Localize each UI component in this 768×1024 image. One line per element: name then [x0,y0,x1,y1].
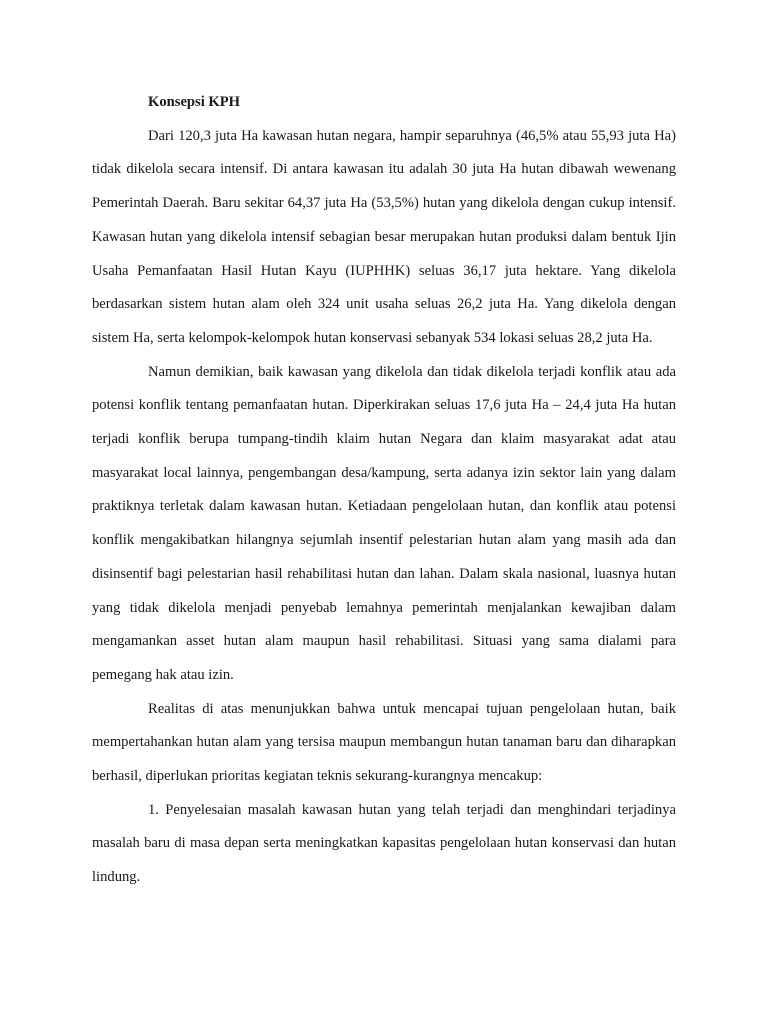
section-heading: Konsepsi KPH [148,94,241,110]
document-body [92,86,676,895]
paragraph-2: Namun demikian, baik kawasan yang dikelola dan tidak dikelola terjadi konflik atau ada potensi konflik tentang pemanfaatan hutan. Diperkirakan seluas 17,6 juta Ha – 24,4 juta Ha hutan terjadi konflik berupa tumpang-tindih klaim hutan Negara dan klaim masyarakat adat atau masyarakat local lainnya, pengembangan desa/kampung, serta adanya izin sektor lain yang dalam praktiknya terletak dalam kawasan hutan. Ketiadaan pengelolaan hutan, dan konflik atau potensi konflik mengakibatkan hilangnya sejumlah insentif pelestarian hutan alam yang masih ada dan disinsentif bagi pelestarian hasil rehabilitasi hutan dan lahan. Dalam skala nasional, luasnya hutan yang tidak dikelola menjadi penyebab lemahnya pemerintah menjalankan kewajiban dalam mengamankan asset hutan alam maupun hasil rehabilitasi. Situasi yang sama dialami para pemegang hak atau izin. [92,363,676,683]
list-item-1: 1. Penyelesaian masalah kawasan hutan yang telah terjadi dan menghindari terjadinya masalah baru di masa depan serta meningkatkan kapasitas pengelolaan hutan konservasi dan hutan lindung. [92,801,676,886]
paragraph-1: Dari 120,3 juta Ha kawasan hutan negara, hampir separuhnya (46,5% atau 55,93 juta Ha) tidak dikelola secara intensif. Di antara kawasan itu adalah 30 juta Ha hutan dibawah wewenang Pemerintah Daerah. Baru sekitar 64,37 juta Ha (53,5%) hutan yang dikelola dengan cukup intensif. Kawasan hutan yang dikelola intensif sebagian besar merupakan hutan produksi dalam bentuk Ijin Usaha Pemanfaatan Hasil Hutan Kayu (IUPHHK) seluas 36,17 juta hektare. Yang dikelola berdasarkan sistem hutan alam oleh 324 unit usaha seluas 26,2 juta Ha. Yang dikelola dengan sistem Ha, serta kelompok-kelompok hutan konservasi sebanyak 534 lokasi seluas 28,2 juta Ha. [92,127,676,346]
paragraph-3: Realitas di atas menunjukkan bahwa untuk mencapai tujuan pengelolaan hutan, baik mempertahankan hutan alam yang tersisa maupun membangun hutan tanaman baru dan diharapkan berhasil, diperlukan prioritas kegiatan teknis sekurang-kurangnya mencakup: [92,700,676,785]
